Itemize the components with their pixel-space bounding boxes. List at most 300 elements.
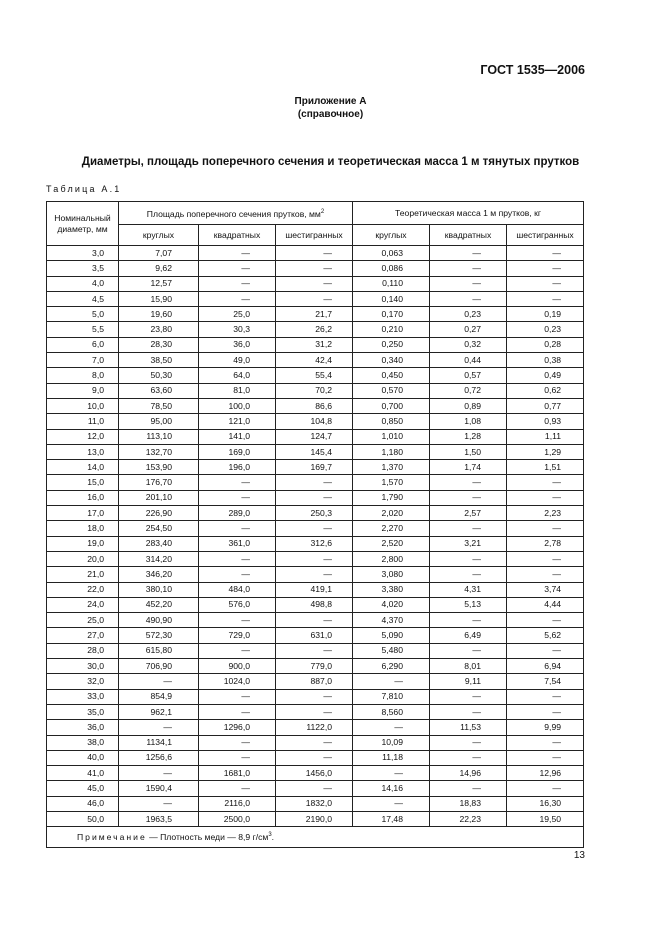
table-cell: — xyxy=(276,704,353,719)
table-cell: 2,800 xyxy=(353,551,430,566)
table-cell: 0,93 xyxy=(507,414,584,429)
table-cell: 226,90 xyxy=(119,506,199,521)
table-cell: 289,0 xyxy=(199,506,276,521)
table-row xyxy=(47,475,584,490)
table-cell: — xyxy=(276,521,353,536)
header-area-square: квадратных xyxy=(199,225,276,246)
table-cell: — xyxy=(507,291,584,306)
table-cell: 0,44 xyxy=(430,353,507,368)
table-cell: 63,60 xyxy=(119,383,199,398)
table-cell: 1,28 xyxy=(430,429,507,444)
table-cell: 23,80 xyxy=(119,322,199,337)
table-row xyxy=(47,704,584,719)
table-row xyxy=(47,597,584,612)
table-cell: — xyxy=(276,490,353,505)
table-cell: 1,08 xyxy=(430,414,507,429)
table-cell: 24,0 xyxy=(47,597,119,612)
table-label: Таблица А.1 xyxy=(46,184,122,194)
table-row xyxy=(47,643,584,658)
table-cell: 28,30 xyxy=(119,337,199,352)
table-row xyxy=(47,735,584,750)
table-cell: — xyxy=(430,276,507,291)
table-cell: 12,57 xyxy=(119,276,199,291)
table-cell: 81,0 xyxy=(199,383,276,398)
table-row xyxy=(47,536,584,551)
table-cell: 0,250 xyxy=(353,337,430,352)
table-cell: — xyxy=(430,291,507,306)
table-cell: — xyxy=(353,796,430,811)
table-row xyxy=(47,674,584,689)
table-cell: 18,0 xyxy=(47,521,119,536)
table-row xyxy=(47,337,584,352)
table-cell: 779,0 xyxy=(276,659,353,674)
table-cell: 729,0 xyxy=(199,628,276,643)
table-cell: 7,0 xyxy=(47,353,119,368)
table-cell: 1,11 xyxy=(507,429,584,444)
table-cell: 0,110 xyxy=(353,276,430,291)
table-cell: 50,30 xyxy=(119,368,199,383)
table-cell: — xyxy=(276,567,353,582)
table-row xyxy=(47,720,584,735)
table-cell: — xyxy=(430,261,507,276)
table-cell: — xyxy=(199,276,276,291)
table-cell: 0,89 xyxy=(430,398,507,413)
table-cell: — xyxy=(119,720,199,735)
table-cell: 490,90 xyxy=(119,613,199,628)
table-cell: 7,07 xyxy=(119,246,199,261)
table-cell: 0,340 xyxy=(353,353,430,368)
table-row xyxy=(47,322,584,337)
table-cell: — xyxy=(276,643,353,658)
table-cell: — xyxy=(199,704,276,719)
table-cell: 887,0 xyxy=(276,674,353,689)
data-table xyxy=(46,201,584,848)
table-cell: 196,0 xyxy=(199,460,276,475)
table-cell: 64,0 xyxy=(199,368,276,383)
table-cell: 11,53 xyxy=(430,720,507,735)
table-cell: 0,19 xyxy=(507,307,584,322)
table-cell: — xyxy=(430,490,507,505)
appendix-subtitle: (справочное) xyxy=(297,109,364,120)
table-cell: — xyxy=(276,781,353,796)
table-cell: 706,90 xyxy=(119,659,199,674)
table-cell: 0,700 xyxy=(353,398,430,413)
header-mass-square: квадратных xyxy=(430,225,507,246)
table-cell: 1,010 xyxy=(353,429,430,444)
table-cell: 361,0 xyxy=(199,536,276,551)
table-row xyxy=(47,414,584,429)
table-cell: 49,0 xyxy=(199,353,276,368)
table-cell: 86,6 xyxy=(276,398,353,413)
table-cell: — xyxy=(276,613,353,628)
appendix-title: Приложение А xyxy=(294,96,367,107)
table-cell: 38,50 xyxy=(119,353,199,368)
table-cell: — xyxy=(199,643,276,658)
table-cell: 41,0 xyxy=(47,766,119,781)
table-cell: 18,83 xyxy=(430,796,507,811)
document-title: Диаметры, площадь поперечного сечения и теоретическая масса 1 м тянутых прутков xyxy=(81,156,580,168)
table-cell: 15,90 xyxy=(119,291,199,306)
table-cell: 0,210 xyxy=(353,322,430,337)
table-cell: 46,0 xyxy=(47,796,119,811)
table-cell: 12,96 xyxy=(507,766,584,781)
table-cell: 36,0 xyxy=(47,720,119,735)
table-cell: 4,31 xyxy=(430,582,507,597)
header-area-sup: 2 xyxy=(320,208,325,215)
table-cell: 55,4 xyxy=(276,368,353,383)
table-cell: 0,62 xyxy=(507,383,584,398)
standard-number: ГОСТ 1535—2006 xyxy=(480,63,585,77)
table-cell: 9,62 xyxy=(119,261,199,276)
table-cell: 70,2 xyxy=(276,383,353,398)
table-cell: 11,18 xyxy=(353,750,430,765)
table-cell: — xyxy=(276,735,353,750)
table-cell: 4,5 xyxy=(47,291,119,306)
header-area-text: Площадь поперечного сечения прутков, мм xyxy=(146,208,321,219)
table-cell: — xyxy=(199,261,276,276)
table-cell: — xyxy=(199,613,276,628)
table-cell: 1,51 xyxy=(507,460,584,475)
header-mass-round: круглых xyxy=(353,225,430,246)
table-cell: — xyxy=(199,246,276,261)
table-cell: 28,0 xyxy=(47,643,119,658)
table-cell: 104,8 xyxy=(276,414,353,429)
header-mass-hex: шестигранных xyxy=(507,225,584,246)
table-cell: 2,78 xyxy=(507,536,584,551)
note-sup: 3 xyxy=(268,832,272,839)
table-row xyxy=(47,796,584,811)
table-cell: — xyxy=(507,551,584,566)
table-cell: 26,2 xyxy=(276,322,353,337)
header-mass-group xyxy=(353,202,584,225)
table-cell: 6,49 xyxy=(430,628,507,643)
table-cell: 176,70 xyxy=(119,475,199,490)
table-cell: 8,0 xyxy=(47,368,119,383)
table-cell: — xyxy=(276,551,353,566)
table-row xyxy=(47,353,584,368)
table-cell: — xyxy=(199,521,276,536)
table-row xyxy=(47,506,584,521)
table-cell: 3,74 xyxy=(507,582,584,597)
table-row xyxy=(47,781,584,796)
table-cell: — xyxy=(119,766,199,781)
table-cell: 19,50 xyxy=(507,811,584,826)
table-cell: 2,020 xyxy=(353,506,430,521)
table-cell: 124,7 xyxy=(276,429,353,444)
table-cell: — xyxy=(276,246,353,261)
table-cell: — xyxy=(507,781,584,796)
table-cell: 17,0 xyxy=(47,506,119,521)
page-number: 13 xyxy=(573,850,585,861)
table-cell: 27,0 xyxy=(47,628,119,643)
table-row xyxy=(47,521,584,536)
table-cell: 3,21 xyxy=(430,536,507,551)
table-cell: 169,0 xyxy=(199,444,276,459)
table-cell: 14,16 xyxy=(353,781,430,796)
table-cell: — xyxy=(353,720,430,735)
table-cell: 572,30 xyxy=(119,628,199,643)
table-cell: 25,0 xyxy=(199,307,276,322)
table-cell: — xyxy=(430,750,507,765)
table-cell: 32,0 xyxy=(47,674,119,689)
table-cell: 900,0 xyxy=(199,659,276,674)
table-cell: 6,94 xyxy=(507,659,584,674)
table-cell: 50,0 xyxy=(47,811,119,826)
table-cell: 6,0 xyxy=(47,337,119,352)
table-cell: 100,0 xyxy=(199,398,276,413)
table-cell: 19,60 xyxy=(119,307,199,322)
table-cell: — xyxy=(199,490,276,505)
table-cell: 1,790 xyxy=(353,490,430,505)
table-cell: 0,27 xyxy=(430,322,507,337)
table-cell: 30,0 xyxy=(47,659,119,674)
table-cell: — xyxy=(199,567,276,582)
table-cell: — xyxy=(430,689,507,704)
table-row xyxy=(47,659,584,674)
table-cell: — xyxy=(430,246,507,261)
table-note xyxy=(47,827,584,848)
table-cell: 5,480 xyxy=(353,643,430,658)
table-cell: 419,1 xyxy=(276,582,353,597)
table-cell: 22,23 xyxy=(430,811,507,826)
table-cell: — xyxy=(199,735,276,750)
table-cell: 0,850 xyxy=(353,414,430,429)
table-cell: — xyxy=(430,567,507,582)
table-cell: 314,20 xyxy=(119,551,199,566)
table-cell: 21,0 xyxy=(47,567,119,582)
table-cell: 0,72 xyxy=(430,383,507,398)
table-row xyxy=(47,460,584,475)
table-cell: 6,290 xyxy=(353,659,430,674)
table-cell: 452,20 xyxy=(119,597,199,612)
table-cell: 3,5 xyxy=(47,261,119,276)
table-cell: — xyxy=(119,674,199,689)
table-cell: 4,0 xyxy=(47,276,119,291)
table-cell: 1681,0 xyxy=(199,766,276,781)
table-row xyxy=(47,811,584,826)
table-cell: 8,560 xyxy=(353,704,430,719)
table-cell: 0,063 xyxy=(353,246,430,261)
table-cell: 169,7 xyxy=(276,460,353,475)
table-cell: 1832,0 xyxy=(276,796,353,811)
table-cell: 31,2 xyxy=(276,337,353,352)
table-cell: 36,0 xyxy=(199,337,276,352)
table-cell: — xyxy=(430,521,507,536)
header-area-group xyxy=(119,202,353,225)
table-cell: 145,4 xyxy=(276,444,353,459)
table-body xyxy=(47,246,584,827)
table-cell: 312,6 xyxy=(276,536,353,551)
table-cell: 22,0 xyxy=(47,582,119,597)
table-cell: 42,4 xyxy=(276,353,353,368)
table-cell: 0,086 xyxy=(353,261,430,276)
table-cell: 153,90 xyxy=(119,460,199,475)
table-cell: — xyxy=(353,766,430,781)
table-cell: 1296,0 xyxy=(199,720,276,735)
table-cell: 854,9 xyxy=(119,689,199,704)
table-row xyxy=(47,551,584,566)
table-row xyxy=(47,261,584,276)
table-cell: 132,70 xyxy=(119,444,199,459)
table-cell: 15,0 xyxy=(47,475,119,490)
table-cell: 30,3 xyxy=(199,322,276,337)
table-cell: 9,0 xyxy=(47,383,119,398)
table-cell: — xyxy=(430,643,507,658)
table-row xyxy=(47,383,584,398)
table-cell: 33,0 xyxy=(47,689,119,704)
table-cell: — xyxy=(507,276,584,291)
table-cell: 3,380 xyxy=(353,582,430,597)
table-cell: 0,38 xyxy=(507,353,584,368)
table-cell: — xyxy=(430,613,507,628)
table-cell: 201,10 xyxy=(119,490,199,505)
table-cell: 0,23 xyxy=(430,307,507,322)
table-cell: — xyxy=(430,781,507,796)
header-mass-text: Теоретическая масса 1 м прутков, кг xyxy=(395,207,542,218)
table-cell: — xyxy=(430,551,507,566)
table-cell: 962,1 xyxy=(119,704,199,719)
table-cell: — xyxy=(199,689,276,704)
table-cell: — xyxy=(507,613,584,628)
table-cell: 2,57 xyxy=(430,506,507,521)
table-row xyxy=(47,613,584,628)
table-cell: 1963,5 xyxy=(119,811,199,826)
table-cell: — xyxy=(507,567,584,582)
table-cell: 3,080 xyxy=(353,567,430,582)
table-cell: — xyxy=(119,796,199,811)
table-cell: — xyxy=(276,475,353,490)
table-cell: — xyxy=(507,246,584,261)
table-cell: 0,77 xyxy=(507,398,584,413)
table-row xyxy=(47,368,584,383)
header-diameter-text: Номинальный диаметр, мм xyxy=(54,212,111,234)
table-cell: 1,370 xyxy=(353,460,430,475)
table-cell: 615,80 xyxy=(119,643,199,658)
table-row xyxy=(47,628,584,643)
table-cell: 5,090 xyxy=(353,628,430,643)
table-cell: — xyxy=(199,475,276,490)
table-cell: 576,0 xyxy=(199,597,276,612)
table-cell: 1024,0 xyxy=(199,674,276,689)
table-cell: 2,520 xyxy=(353,536,430,551)
table-row xyxy=(47,689,584,704)
table-cell: 0,140 xyxy=(353,291,430,306)
table-cell: 121,0 xyxy=(199,414,276,429)
table-cell: 95,00 xyxy=(119,414,199,429)
table-cell: 250,3 xyxy=(276,506,353,521)
table-cell: 7,810 xyxy=(353,689,430,704)
table-row xyxy=(47,766,584,781)
table-cell: — xyxy=(276,261,353,276)
table-cell: — xyxy=(276,750,353,765)
table-cell: — xyxy=(353,674,430,689)
table-cell: — xyxy=(507,689,584,704)
table-cell: 1,74 xyxy=(430,460,507,475)
table-cell: — xyxy=(199,291,276,306)
table-cell: — xyxy=(507,261,584,276)
table-row xyxy=(47,582,584,597)
table-cell: — xyxy=(199,750,276,765)
header-diameter xyxy=(47,202,119,246)
table-cell: 1256,6 xyxy=(119,750,199,765)
note-label: Примечание xyxy=(77,832,147,843)
table-cell: — xyxy=(430,704,507,719)
table-cell: 0,28 xyxy=(507,337,584,352)
table-cell: — xyxy=(507,735,584,750)
table-cell: 14,96 xyxy=(430,766,507,781)
table-cell: — xyxy=(199,551,276,566)
table-cell: 16,0 xyxy=(47,490,119,505)
table-cell: 1456,0 xyxy=(276,766,353,781)
table-cell: 141,0 xyxy=(199,429,276,444)
table-cell: 11,0 xyxy=(47,414,119,429)
table-cell: 7,54 xyxy=(507,674,584,689)
table-cell: 0,23 xyxy=(507,322,584,337)
table-cell: 19,0 xyxy=(47,536,119,551)
table-cell: 45,0 xyxy=(47,781,119,796)
table-cell: 0,32 xyxy=(430,337,507,352)
table-cell: 5,62 xyxy=(507,628,584,643)
table-cell: 12,0 xyxy=(47,429,119,444)
table-row xyxy=(47,429,584,444)
table-cell: — xyxy=(507,521,584,536)
table-note-row xyxy=(47,827,584,848)
table-cell: — xyxy=(276,276,353,291)
note-end: . xyxy=(271,832,275,843)
table-cell: 20,0 xyxy=(47,551,119,566)
table-cell: 631,0 xyxy=(276,628,353,643)
table-cell: 13,0 xyxy=(47,444,119,459)
table-cell: 21,7 xyxy=(276,307,353,322)
table-row xyxy=(47,398,584,413)
table-cell: 2190,0 xyxy=(276,811,353,826)
table-cell: 254,50 xyxy=(119,521,199,536)
table-cell: 5,13 xyxy=(430,597,507,612)
table-cell: 0,170 xyxy=(353,307,430,322)
table-cell: — xyxy=(199,781,276,796)
table-cell: 0,450 xyxy=(353,368,430,383)
table-cell: — xyxy=(507,704,584,719)
table-cell: 10,0 xyxy=(47,398,119,413)
table-cell: — xyxy=(507,490,584,505)
table-row xyxy=(47,307,584,322)
table-cell: 17,48 xyxy=(353,811,430,826)
table-cell: 40,0 xyxy=(47,750,119,765)
table-cell: 380,10 xyxy=(119,582,199,597)
table-cell: 10,09 xyxy=(353,735,430,750)
appendix-heading xyxy=(0,95,661,121)
table-cell: 1,29 xyxy=(507,444,584,459)
table-row xyxy=(47,490,584,505)
table-cell: 5,5 xyxy=(47,322,119,337)
table-cell: 25,0 xyxy=(47,613,119,628)
table-cell: 14,0 xyxy=(47,460,119,475)
table-row xyxy=(47,246,584,261)
table-cell: 1,180 xyxy=(353,444,430,459)
table-cell: 9,99 xyxy=(507,720,584,735)
table-cell: 0,49 xyxy=(507,368,584,383)
table-cell: 283,40 xyxy=(119,536,199,551)
table-cell: 9,11 xyxy=(430,674,507,689)
table-cell: 346,20 xyxy=(119,567,199,582)
table-cell: 4,020 xyxy=(353,597,430,612)
table-cell: 2500,0 xyxy=(199,811,276,826)
table-cell: 78,50 xyxy=(119,398,199,413)
table-cell: — xyxy=(430,735,507,750)
header-area-round: круглых xyxy=(119,225,199,246)
table-row xyxy=(47,567,584,582)
table-cell: 498,8 xyxy=(276,597,353,612)
